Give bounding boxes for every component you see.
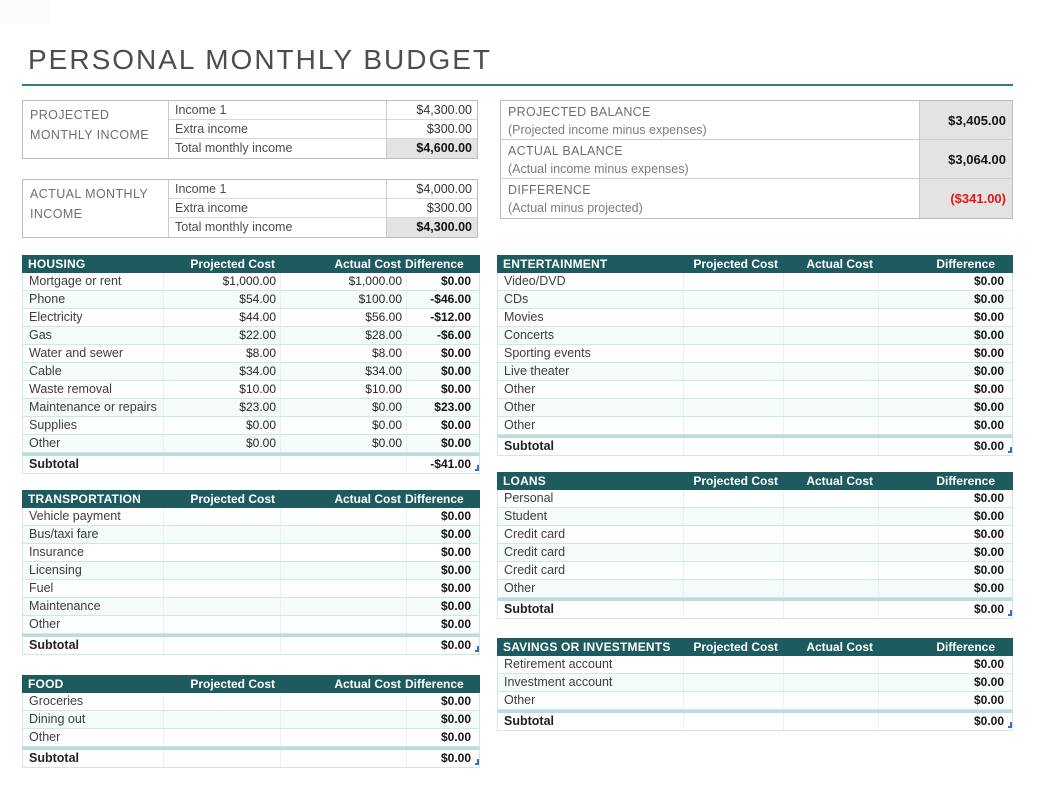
subtotal-projected-cell[interactable] bbox=[163, 750, 280, 767]
difference-cell[interactable]: $0.00 bbox=[878, 490, 1012, 507]
income-value-cell[interactable]: $4,000.00 bbox=[386, 180, 477, 199]
table-row bbox=[497, 345, 1013, 363]
subtotal-projected-cell[interactable] bbox=[683, 438, 783, 455]
table-resize-handle[interactable] bbox=[475, 759, 479, 765]
projected-cost-cell[interactable] bbox=[163, 580, 280, 597]
table-resize-handle[interactable] bbox=[475, 646, 479, 652]
projected-cost-cell[interactable] bbox=[163, 562, 280, 579]
row-label-cell[interactable]: Video/DVD bbox=[504, 274, 566, 289]
table-header-row bbox=[497, 255, 1013, 273]
column-header-difference: Difference bbox=[405, 677, 464, 692]
table-row bbox=[497, 309, 1013, 327]
subtotal-label-cell[interactable]: Subtotal bbox=[504, 714, 554, 729]
row-label-cell[interactable]: Other bbox=[29, 436, 61, 451]
row-label-cell[interactable]: Movies bbox=[504, 310, 544, 325]
projected-cost-cell[interactable] bbox=[683, 381, 783, 398]
actual-cost-cell[interactable] bbox=[783, 526, 878, 543]
expense-column-right bbox=[497, 255, 1013, 768]
projected-cost-cell[interactable] bbox=[163, 711, 280, 728]
table-resize-handle[interactable] bbox=[1008, 722, 1012, 728]
difference-cell[interactable]: -$6.00 bbox=[406, 327, 479, 344]
projected-cost-cell[interactable] bbox=[683, 417, 783, 434]
difference-cell[interactable]: $23.00 bbox=[406, 399, 479, 416]
table-row bbox=[22, 417, 480, 435]
expense-tables-section bbox=[22, 255, 1013, 768]
actual-cost-cell[interactable] bbox=[783, 291, 878, 308]
table-row bbox=[497, 562, 1013, 580]
row-label-cell[interactable]: Phone bbox=[29, 292, 66, 307]
actual-cost-cell[interactable] bbox=[783, 580, 878, 597]
difference-cell[interactable]: $0.00 bbox=[406, 381, 479, 398]
column-header-projected-cost: Projected Cost bbox=[190, 492, 275, 507]
table-row bbox=[497, 399, 1013, 417]
projected-cost-cell[interactable] bbox=[683, 656, 783, 673]
balance-row-label bbox=[501, 179, 919, 218]
projected-balance-sublabel: (Projected income minus expenses) bbox=[508, 122, 707, 137]
subtotal-projected-cell[interactable] bbox=[163, 456, 280, 473]
column-header-difference: Difference bbox=[405, 257, 464, 272]
table-row bbox=[22, 616, 480, 634]
actual-cost-cell[interactable] bbox=[783, 363, 878, 380]
row-label-cell[interactable]: Maintenance bbox=[29, 599, 101, 614]
projected-cost-cell[interactable] bbox=[683, 580, 783, 597]
difference-cell[interactable]: $0.00 bbox=[406, 508, 479, 525]
projected-cost-cell[interactable] bbox=[683, 273, 783, 290]
table-category-header: ENTERTAINMENT bbox=[503, 257, 608, 272]
difference-cell[interactable]: $0.00 bbox=[406, 417, 479, 434]
row-label-cell[interactable]: Student bbox=[504, 509, 548, 524]
income-total-cell[interactable]: $4,600.00 bbox=[386, 139, 477, 158]
actual-cost-cell[interactable] bbox=[783, 381, 878, 398]
subtotal-projected-cell[interactable] bbox=[683, 601, 783, 618]
subtotal-actual-cell[interactable] bbox=[783, 713, 878, 730]
table-header-row bbox=[22, 675, 480, 693]
row-label-cell[interactable]: Vehicle payment bbox=[29, 509, 121, 524]
row-label-cell[interactable]: Other bbox=[504, 581, 536, 596]
difference-cell[interactable]: $0.00 bbox=[406, 616, 479, 633]
difference-cell[interactable]: $0.00 bbox=[406, 729, 479, 746]
table-resize-handle[interactable] bbox=[1008, 447, 1012, 453]
projected-cost-cell[interactable] bbox=[163, 693, 280, 710]
projected-cost-cell[interactable]: $44.00 bbox=[163, 309, 280, 326]
subtotal-row bbox=[22, 634, 480, 655]
expense-table-loans bbox=[497, 472, 1013, 619]
expense-table-entertainment bbox=[497, 255, 1013, 456]
table-row bbox=[22, 309, 480, 327]
income-item-cell[interactable]: Income 1 bbox=[169, 101, 386, 120]
row-label-cell[interactable]: CDs bbox=[504, 292, 529, 307]
table-row bbox=[22, 327, 480, 345]
row-label-cell[interactable]: Insurance bbox=[29, 545, 84, 560]
table-row bbox=[497, 417, 1013, 435]
projected-income-label: PROJECTED MONTHLY INCOME bbox=[23, 101, 169, 158]
row-label-cell[interactable]: Supplies bbox=[29, 418, 77, 433]
actual-balance-label: ACTUAL BALANCE bbox=[508, 144, 623, 159]
row-label-cell[interactable]: Other bbox=[29, 730, 61, 745]
income-value-cell[interactable]: $300.00 bbox=[386, 199, 477, 218]
subtotal-actual-cell[interactable] bbox=[280, 750, 406, 767]
difference-cell[interactable]: $0.00 bbox=[878, 327, 1012, 344]
difference-cell[interactable]: $0.00 bbox=[406, 598, 479, 615]
difference-cell[interactable]: $0.00 bbox=[406, 363, 479, 380]
row-label-cell[interactable]: Maintenance or repairs bbox=[29, 400, 157, 415]
table-row bbox=[22, 273, 480, 291]
row-label-cell[interactable]: Waste removal bbox=[29, 382, 112, 397]
subtotal-label-cell[interactable]: Subtotal bbox=[504, 602, 554, 617]
summary-section bbox=[22, 100, 1013, 238]
income-item-cell[interactable]: Total monthly income bbox=[175, 141, 293, 156]
row-label-cell[interactable]: Other bbox=[29, 617, 61, 632]
row-label-cell[interactable]: Electricity bbox=[29, 310, 83, 325]
row-label-cell[interactable]: Dining out bbox=[29, 712, 86, 727]
actual-cost-cell[interactable]: $28.00 bbox=[280, 327, 406, 344]
subtotal-label-cell[interactable]: Subtotal bbox=[29, 638, 79, 653]
column-header-actual-cost: Actual Cost bbox=[334, 492, 401, 507]
difference-cell[interactable]: $0.00 bbox=[406, 435, 479, 452]
table-row bbox=[497, 674, 1013, 692]
projected-cost-cell[interactable]: $23.00 bbox=[163, 399, 280, 416]
actual-cost-cell[interactable] bbox=[783, 508, 878, 525]
table-header-row bbox=[497, 472, 1013, 490]
page-title: PERSONAL MONTHLY BUDGET bbox=[28, 44, 493, 75]
difference-label: DIFFERENCE bbox=[508, 183, 591, 198]
table-category-header: LOANS bbox=[503, 474, 546, 489]
table-row bbox=[497, 544, 1013, 562]
balance-row-label bbox=[501, 101, 919, 140]
difference-cell[interactable]: $0.00 bbox=[878, 674, 1012, 691]
difference-cell[interactable]: $0.00 bbox=[878, 508, 1012, 525]
difference-cell[interactable]: $0.00 bbox=[878, 656, 1012, 673]
difference-cell[interactable]: $0.00 bbox=[878, 417, 1012, 434]
actual-cost-cell[interactable] bbox=[280, 711, 406, 728]
table-row bbox=[497, 508, 1013, 526]
actual-cost-cell[interactable]: $56.00 bbox=[280, 309, 406, 326]
projected-cost-cell[interactable] bbox=[163, 508, 280, 525]
actual-cost-cell[interactable]: $1,000.00 bbox=[280, 273, 406, 290]
projected-cost-cell[interactable]: $54.00 bbox=[163, 291, 280, 308]
table-row bbox=[22, 711, 480, 729]
column-header-actual-cost: Actual Cost bbox=[806, 474, 873, 489]
difference-cell[interactable]: $0.00 bbox=[878, 309, 1012, 326]
table-header-row bbox=[22, 255, 480, 273]
row-label-cell[interactable]: Credit card bbox=[504, 527, 566, 542]
actual-cost-cell[interactable] bbox=[783, 544, 878, 561]
column-header-difference: Difference bbox=[936, 257, 995, 272]
row-label-cell[interactable]: Water and sewer bbox=[29, 346, 124, 361]
table-row bbox=[22, 562, 480, 580]
subtotal-difference-cell[interactable]: $0.00 bbox=[878, 601, 1012, 618]
row-label-cell[interactable]: Fuel bbox=[29, 581, 54, 596]
difference-cell[interactable]: $0.00 bbox=[878, 381, 1012, 398]
projected-cost-cell[interactable] bbox=[683, 309, 783, 326]
projected-cost-cell[interactable]: $1,000.00 bbox=[163, 273, 280, 290]
projected-cost-cell[interactable] bbox=[683, 508, 783, 525]
column-header-projected-cost: Projected Cost bbox=[693, 474, 778, 489]
income-item-cell[interactable]: Income 1 bbox=[169, 180, 386, 199]
actual-cost-cell[interactable]: $0.00 bbox=[280, 399, 406, 416]
projected-cost-cell[interactable]: $22.00 bbox=[163, 327, 280, 344]
projected-cost-cell[interactable] bbox=[163, 616, 280, 633]
difference-sublabel: (Actual minus projected) bbox=[508, 200, 643, 215]
actual-cost-cell[interactable] bbox=[280, 729, 406, 746]
difference-cell[interactable]: $0.00 bbox=[406, 693, 479, 710]
row-label-cell[interactable]: Mortgage or rent bbox=[29, 274, 122, 289]
projected-cost-cell[interactable]: $8.00 bbox=[163, 345, 280, 362]
balance-row-label bbox=[501, 140, 919, 179]
row-label-cell[interactable]: Retirement account bbox=[504, 657, 613, 672]
projected-cost-cell[interactable] bbox=[683, 562, 783, 579]
difference-cell[interactable]: -$12.00 bbox=[406, 309, 479, 326]
subtotal-actual-cell[interactable] bbox=[783, 601, 878, 618]
expense-table-housing bbox=[22, 255, 480, 474]
projected-cost-cell[interactable] bbox=[683, 399, 783, 416]
table-row bbox=[22, 526, 480, 544]
projected-cost-cell[interactable]: $0.00 bbox=[163, 417, 280, 434]
actual-cost-cell[interactable] bbox=[280, 598, 406, 615]
table-category-header: FOOD bbox=[28, 677, 64, 692]
actual-cost-cell[interactable] bbox=[280, 508, 406, 525]
row-label-cell[interactable]: Investment account bbox=[504, 675, 613, 690]
projected-cost-cell[interactable] bbox=[163, 598, 280, 615]
column-header-difference: Difference bbox=[936, 640, 995, 655]
expense-column-left bbox=[22, 255, 480, 768]
difference-cell[interactable]: $0.00 bbox=[406, 345, 479, 362]
row-label-cell[interactable]: Other bbox=[504, 693, 536, 708]
column-header-actual-cost: Actual Cost bbox=[334, 677, 401, 692]
subtotal-projected-cell[interactable] bbox=[163, 637, 280, 654]
actual-cost-cell[interactable]: $100.00 bbox=[280, 291, 406, 308]
subtotal-row bbox=[22, 747, 480, 768]
projected-cost-cell[interactable] bbox=[683, 363, 783, 380]
difference-cell[interactable]: $0.00 bbox=[878, 544, 1012, 561]
income-boxes bbox=[22, 100, 478, 238]
subtotal-actual-cell[interactable] bbox=[280, 637, 406, 654]
table-row bbox=[497, 381, 1013, 399]
actual-cost-cell[interactable]: $8.00 bbox=[280, 345, 406, 362]
table-resize-handle[interactable] bbox=[1008, 610, 1012, 616]
expense-table-transportation bbox=[22, 490, 480, 655]
subtotal-label-cell[interactable]: Subtotal bbox=[29, 457, 79, 472]
actual-balance-value[interactable]: $3,064.00 bbox=[919, 140, 1012, 179]
row-label-cell[interactable]: Other bbox=[504, 400, 536, 415]
actual-cost-cell[interactable] bbox=[783, 345, 878, 362]
row-label-cell[interactable]: Credit card bbox=[504, 545, 566, 560]
difference-cell[interactable]: $0.00 bbox=[406, 580, 479, 597]
table-row bbox=[497, 490, 1013, 508]
actual-cost-cell[interactable] bbox=[783, 674, 878, 691]
actual-balance-sublabel: (Actual income minus expenses) bbox=[508, 161, 689, 176]
actual-cost-cell[interactable] bbox=[280, 544, 406, 561]
actual-income-label: ACTUAL MONTHLY INCOME bbox=[23, 180, 169, 237]
subtotal-difference-cell[interactable]: -$41.00 bbox=[406, 456, 479, 473]
actual-cost-cell[interactable] bbox=[280, 693, 406, 710]
table-row bbox=[497, 327, 1013, 345]
projected-cost-cell[interactable]: $10.00 bbox=[163, 381, 280, 398]
actual-income-table bbox=[22, 179, 478, 238]
projected-cost-cell[interactable]: $0.00 bbox=[163, 435, 280, 452]
difference-cell[interactable]: $0.00 bbox=[878, 526, 1012, 543]
column-header-difference: Difference bbox=[936, 474, 995, 489]
table-row bbox=[497, 656, 1013, 674]
table-row bbox=[22, 381, 480, 399]
table-row bbox=[497, 692, 1013, 710]
table-row bbox=[22, 363, 480, 381]
projected-cost-cell[interactable] bbox=[683, 291, 783, 308]
column-header-actual-cost: Actual Cost bbox=[806, 257, 873, 272]
subtotal-row bbox=[497, 710, 1013, 731]
difference-cell[interactable]: $0.00 bbox=[878, 363, 1012, 380]
table-row bbox=[22, 544, 480, 562]
subtotal-difference-cell[interactable]: $0.00 bbox=[878, 438, 1012, 455]
actual-cost-cell[interactable] bbox=[783, 309, 878, 326]
difference-cell[interactable]: $0.00 bbox=[406, 562, 479, 579]
table-row bbox=[22, 345, 480, 363]
actual-cost-cell[interactable]: $0.00 bbox=[280, 417, 406, 434]
difference-cell[interactable]: $0.00 bbox=[878, 692, 1012, 709]
table-row bbox=[497, 526, 1013, 544]
projected-balance-label: PROJECTED BALANCE bbox=[508, 105, 651, 120]
difference-cell[interactable]: $0.00 bbox=[406, 273, 479, 290]
row-label-cell[interactable]: Concerts bbox=[504, 328, 555, 343]
projected-cost-cell[interactable] bbox=[683, 345, 783, 362]
spreadsheet-page bbox=[22, 0, 1013, 768]
difference-cell[interactable]: -$46.00 bbox=[406, 291, 479, 308]
subtotal-row bbox=[497, 435, 1013, 456]
actual-cost-cell[interactable]: $10.00 bbox=[280, 381, 406, 398]
actual-cost-cell[interactable] bbox=[280, 616, 406, 633]
row-label-cell[interactable]: Bus/taxi fare bbox=[29, 527, 99, 542]
table-header-row bbox=[22, 490, 480, 508]
actual-cost-cell[interactable] bbox=[783, 656, 878, 673]
projected-cost-cell[interactable] bbox=[683, 674, 783, 691]
actual-cost-cell[interactable] bbox=[783, 327, 878, 344]
income-value-cell[interactable]: $300.00 bbox=[386, 120, 477, 139]
difference-cell[interactable]: $0.00 bbox=[878, 562, 1012, 579]
income-total-cell[interactable]: $4,300.00 bbox=[386, 218, 477, 237]
income-item-cell[interactable]: Total monthly income bbox=[175, 220, 293, 235]
difference-cell[interactable]: $0.00 bbox=[878, 345, 1012, 362]
expense-table-food bbox=[22, 675, 480, 768]
table-row bbox=[22, 580, 480, 598]
column-header-projected-cost: Projected Cost bbox=[190, 677, 275, 692]
subtotal-row bbox=[22, 453, 480, 474]
projected-cost-cell[interactable] bbox=[683, 544, 783, 561]
row-label-cell[interactable]: Groceries bbox=[29, 694, 84, 709]
table-row bbox=[22, 435, 480, 453]
table-row bbox=[497, 580, 1013, 598]
income-item-cell[interactable]: Extra income bbox=[169, 120, 386, 139]
projected-cost-cell[interactable] bbox=[683, 526, 783, 543]
table-row bbox=[22, 291, 480, 309]
table-row bbox=[497, 363, 1013, 381]
row-label-cell[interactable]: Other bbox=[504, 418, 536, 433]
actual-cost-cell[interactable] bbox=[783, 490, 878, 507]
column-header-difference: Difference bbox=[405, 492, 464, 507]
difference-cell[interactable]: $0.00 bbox=[406, 526, 479, 543]
actual-cost-cell[interactable] bbox=[783, 273, 878, 290]
row-label-cell[interactable]: Other bbox=[504, 382, 536, 397]
actual-cost-cell[interactable] bbox=[783, 562, 878, 579]
subtotal-projected-cell[interactable] bbox=[683, 713, 783, 730]
difference-cell[interactable]: $0.00 bbox=[406, 544, 479, 561]
actual-cost-cell[interactable] bbox=[783, 417, 878, 434]
difference-cell[interactable]: $0.00 bbox=[878, 399, 1012, 416]
row-label-cell[interactable]: Sporting events bbox=[504, 346, 591, 361]
table-category-header: HOUSING bbox=[28, 257, 86, 272]
income-item-cell[interactable]: Extra income bbox=[169, 199, 386, 218]
actual-cost-cell[interactable]: $34.00 bbox=[280, 363, 406, 380]
row-label-cell[interactable]: Cable bbox=[29, 364, 62, 379]
income-value-cell[interactable]: $4,300.00 bbox=[386, 101, 477, 120]
expense-table-savings-or-investments bbox=[497, 638, 1013, 731]
subtotal-difference-cell[interactable]: $0.00 bbox=[406, 750, 479, 767]
table-row bbox=[22, 729, 480, 747]
balance-summary-table bbox=[500, 100, 1013, 219]
actual-cost-cell[interactable]: $0.00 bbox=[280, 435, 406, 452]
subtotal-actual-cell[interactable] bbox=[783, 438, 878, 455]
subtotal-actual-cell[interactable] bbox=[280, 456, 406, 473]
row-label-cell[interactable]: Credit card bbox=[504, 563, 566, 578]
actual-cost-cell[interactable] bbox=[783, 399, 878, 416]
projected-cost-cell[interactable] bbox=[163, 526, 280, 543]
table-row bbox=[497, 291, 1013, 309]
title-underline bbox=[22, 84, 1013, 86]
column-header-projected-cost: Projected Cost bbox=[190, 257, 275, 272]
projected-balance-value[interactable]: $3,405.00 bbox=[919, 101, 1012, 140]
table-row bbox=[22, 399, 480, 417]
difference-cell[interactable]: $0.00 bbox=[878, 273, 1012, 290]
subtotal-row bbox=[497, 598, 1013, 619]
projected-cost-cell[interactable] bbox=[683, 490, 783, 507]
actual-cost-cell[interactable] bbox=[783, 692, 878, 709]
table-header-row bbox=[497, 638, 1013, 656]
projected-income-table bbox=[22, 100, 478, 159]
column-header-actual-cost: Actual Cost bbox=[334, 257, 401, 272]
difference-cell[interactable]: $0.00 bbox=[406, 711, 479, 728]
table-category-header: SAVINGS OR INVESTMENTS bbox=[503, 640, 671, 655]
subtotal-difference-cell[interactable]: $0.00 bbox=[878, 713, 1012, 730]
difference-cell[interactable]: $0.00 bbox=[878, 291, 1012, 308]
table-category-header: TRANSPORTATION bbox=[28, 492, 142, 507]
row-label-cell[interactable]: Personal bbox=[504, 491, 554, 506]
projected-cost-cell[interactable] bbox=[163, 729, 280, 746]
table-row bbox=[22, 598, 480, 616]
subtotal-label-cell[interactable]: Subtotal bbox=[29, 751, 79, 766]
actual-cost-cell[interactable] bbox=[280, 526, 406, 543]
table-row bbox=[497, 273, 1013, 291]
table-row bbox=[22, 508, 480, 526]
difference-cell[interactable]: $0.00 bbox=[878, 580, 1012, 597]
column-header-actual-cost: Actual Cost bbox=[806, 640, 873, 655]
row-label-cell[interactable]: Live theater bbox=[504, 364, 570, 379]
projected-cost-cell[interactable]: $34.00 bbox=[163, 363, 280, 380]
actual-cost-cell[interactable] bbox=[280, 562, 406, 579]
row-label-cell[interactable]: Gas bbox=[29, 328, 52, 343]
projected-cost-cell[interactable] bbox=[163, 544, 280, 561]
subtotal-difference-cell[interactable]: $0.00 bbox=[406, 637, 479, 654]
table-resize-handle[interactable] bbox=[475, 465, 479, 471]
subtotal-label-cell[interactable]: Subtotal bbox=[504, 439, 554, 454]
column-header-projected-cost: Projected Cost bbox=[693, 257, 778, 272]
actual-cost-cell[interactable] bbox=[280, 580, 406, 597]
projected-cost-cell[interactable] bbox=[683, 692, 783, 709]
column-header-projected-cost: Projected Cost bbox=[693, 640, 778, 655]
difference-value[interactable]: ($341.00) bbox=[919, 179, 1012, 218]
row-label-cell[interactable]: Licensing bbox=[29, 563, 82, 578]
projected-cost-cell[interactable] bbox=[683, 327, 783, 344]
table-row bbox=[22, 693, 480, 711]
